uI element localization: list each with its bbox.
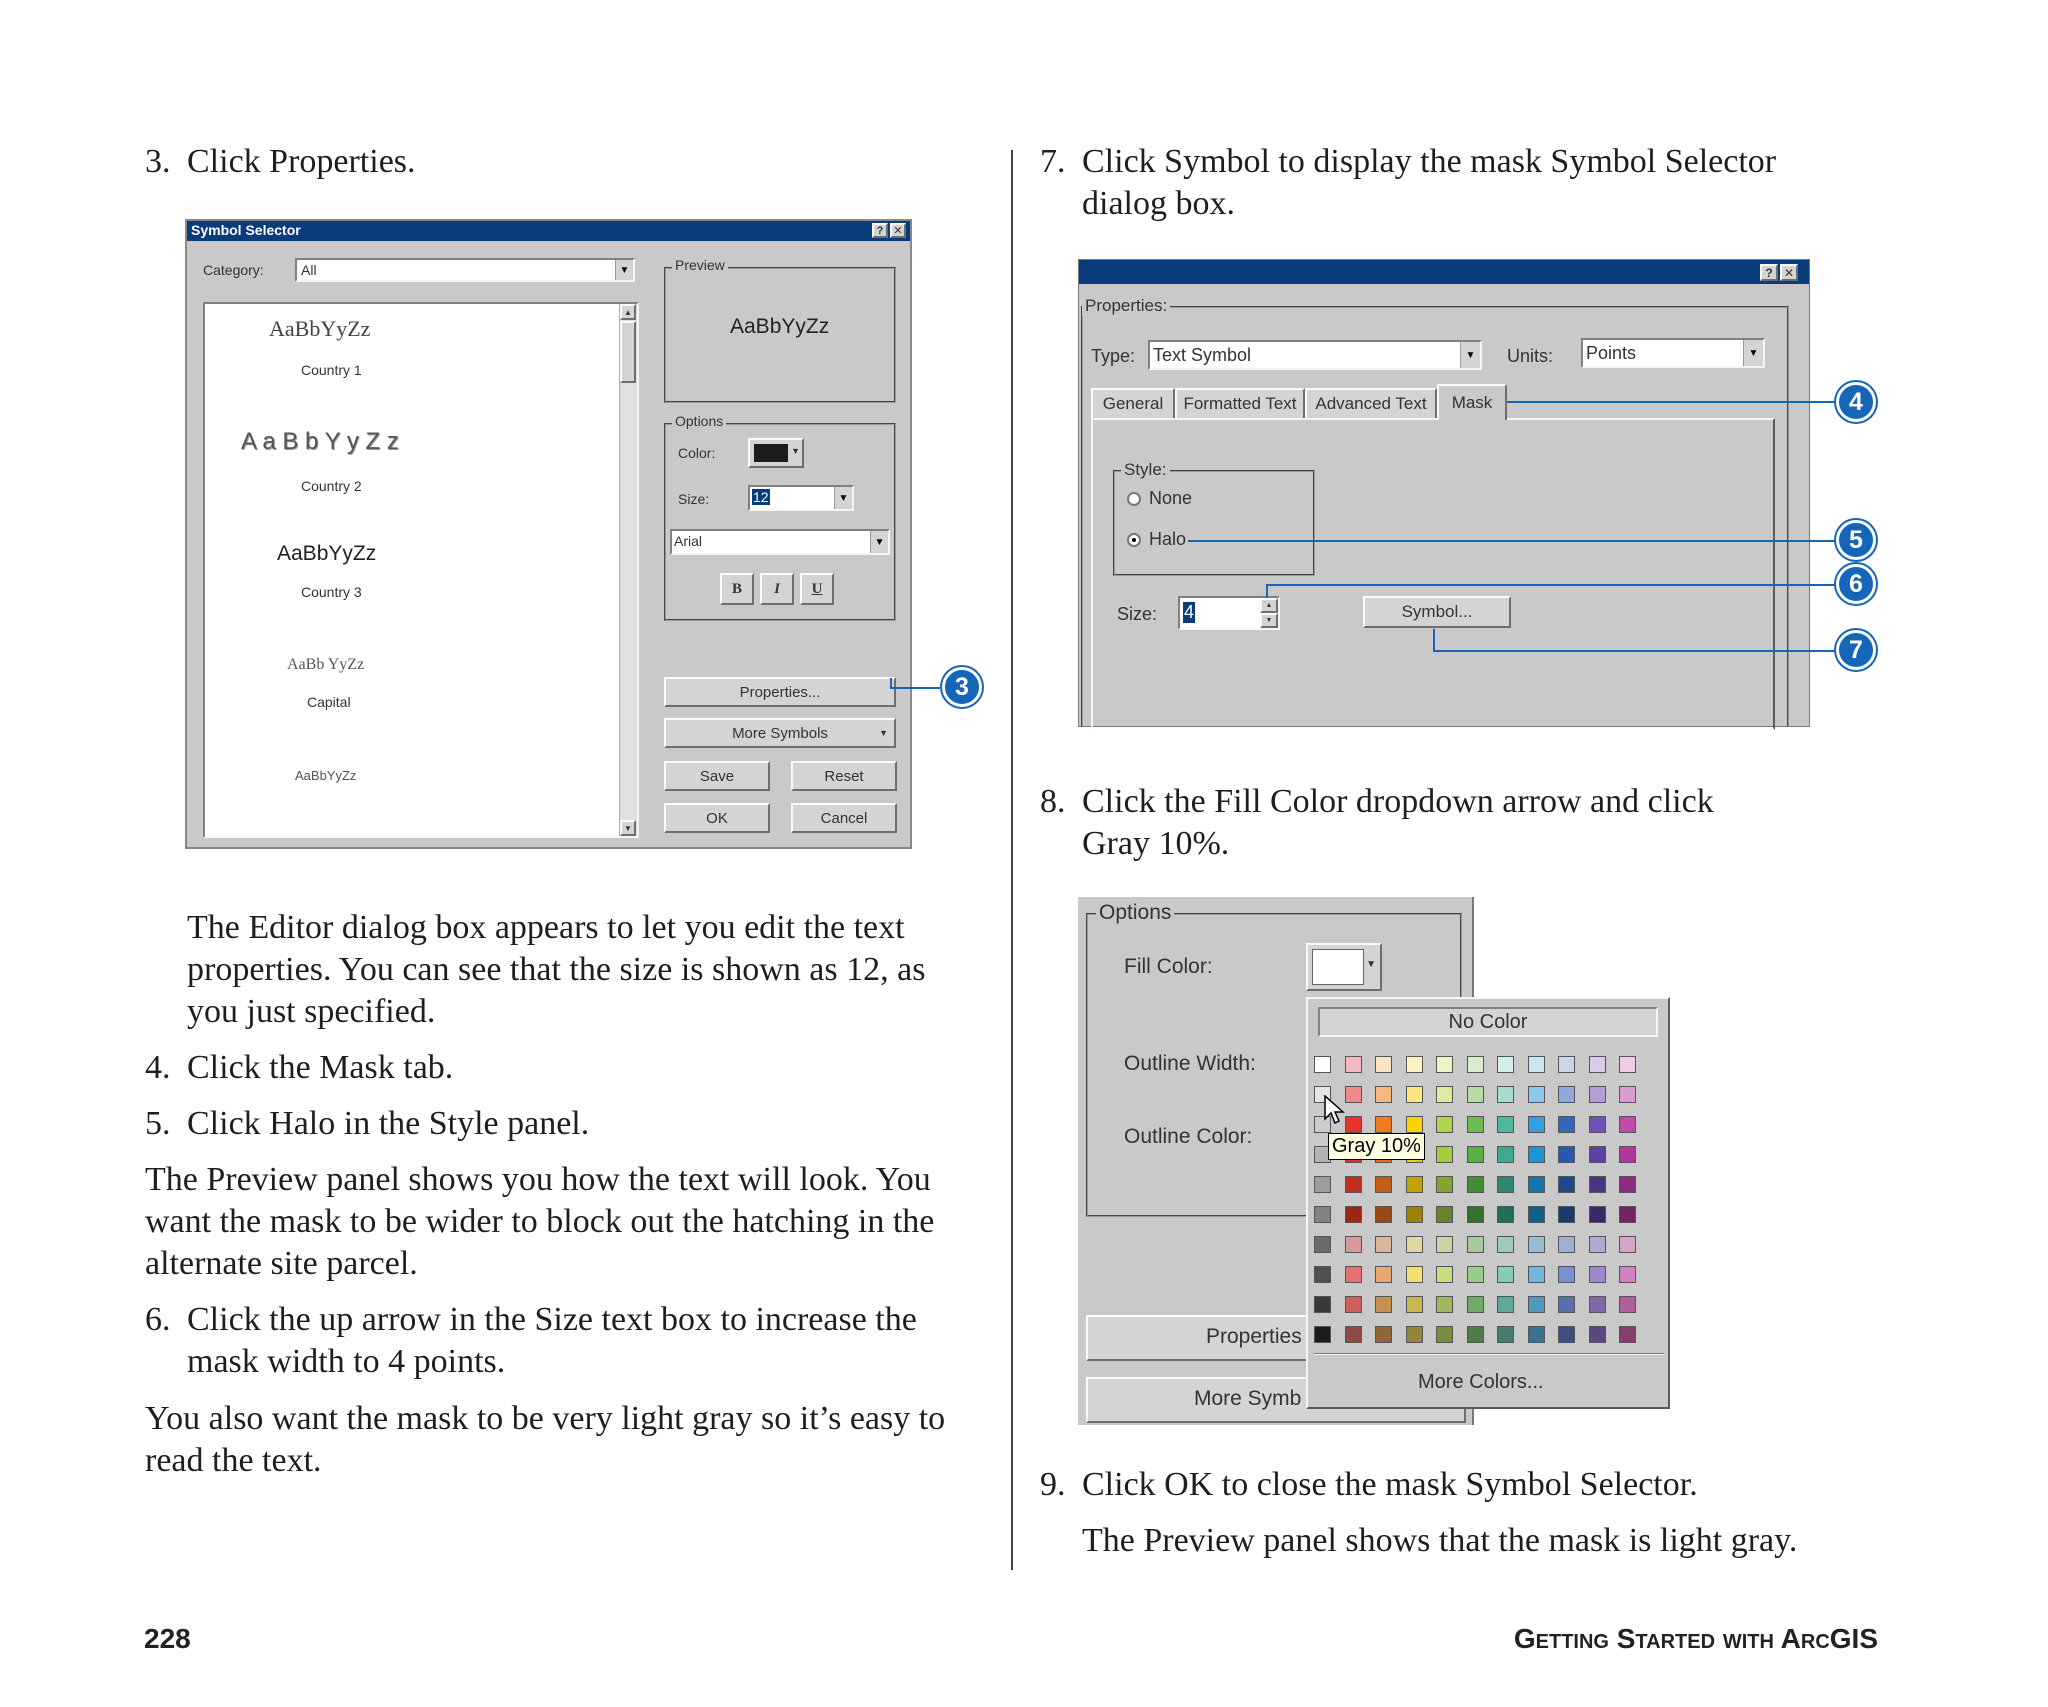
color-swatch[interactable]	[1467, 1236, 1484, 1253]
size-value: 12	[753, 489, 769, 505]
color-swatch[interactable]	[1467, 1266, 1484, 1283]
callout-drop-7	[1433, 629, 1435, 651]
color-swatch[interactable]	[1528, 1146, 1545, 1163]
callout-7: 7	[1836, 630, 1876, 670]
callout-leader-7	[1433, 650, 1836, 652]
list-item[interactable]	[205, 304, 605, 414]
color-swatch[interactable]	[1558, 1236, 1575, 1253]
list-item[interactable]	[205, 754, 605, 834]
title-bar	[1079, 260, 1809, 284]
list-item[interactable]	[205, 644, 605, 754]
color-swatch[interactable]	[1406, 1116, 1423, 1133]
tab-advanced-text[interactable]: Advanced Text	[1305, 388, 1437, 418]
dialog-title: Symbol Selector	[191, 222, 301, 238]
color-swatch[interactable]	[1375, 1236, 1392, 1253]
symbol-button[interactable]: Symbol...	[1363, 596, 1511, 628]
color-swatch[interactable]	[1375, 1296, 1392, 1313]
style-halo-label: Halo	[1149, 529, 1187, 549]
underline-button[interactable]: U	[800, 573, 834, 605]
symbol-sample: AaBbYyZz	[277, 542, 377, 565]
color-swatch[interactable]	[1406, 1176, 1423, 1193]
color-swatch[interactable]	[1436, 1206, 1453, 1223]
fill-color-label: Fill Color:	[1124, 955, 1213, 978]
color-swatch[interactable]	[1497, 1326, 1514, 1343]
paragraph-line: The Preview panel shows you how the text will look. You	[145, 1161, 931, 1198]
color-swatch[interactable]	[1375, 1056, 1392, 1073]
size-input[interactable]	[1178, 596, 1280, 630]
style-none-label: None	[1149, 488, 1193, 508]
color-swatch[interactable]	[1467, 1326, 1484, 1343]
type-label: Type:	[1091, 346, 1136, 366]
outline-color-label: Outline Color:	[1124, 1125, 1253, 1148]
color-swatch[interactable]	[1497, 1206, 1514, 1223]
type-value: Text Symbol	[1153, 345, 1252, 365]
color-swatch[interactable]	[1406, 1206, 1423, 1223]
color-swatch[interactable]	[1558, 1266, 1575, 1283]
color-swatch[interactable]	[1375, 1206, 1392, 1223]
step-text-line: Click Symbol to display the mask Symbol Selector	[1082, 143, 1777, 180]
color-swatch[interactable]	[1619, 1296, 1636, 1313]
preview-label: Preview	[672, 257, 728, 273]
mouse-pointer-icon	[1324, 1095, 1346, 1125]
help-button[interactable]: ?	[872, 223, 888, 238]
color-swatch[interactable]	[1619, 1056, 1636, 1073]
size-label: Size:	[1117, 604, 1158, 624]
color-swatch[interactable]	[1558, 1326, 1575, 1343]
color-swatch[interactable]	[1345, 1266, 1362, 1283]
editor-dialog	[1078, 259, 1810, 727]
color-swatch[interactable]	[1497, 1266, 1514, 1283]
color-swatch[interactable]	[1314, 1176, 1331, 1193]
chevron-down-icon[interactable]: ▼	[791, 446, 800, 456]
callout-tick-6	[1266, 584, 1268, 598]
color-swatch[interactable]	[1589, 1296, 1606, 1313]
symbol-sample: AaBbYyZz	[269, 316, 371, 341]
symbol-sample: AaBbYyZz	[295, 768, 357, 783]
paragraph-line: you just specified.	[187, 993, 436, 1030]
color-swatch[interactable]	[1436, 1236, 1453, 1253]
book-title: Getting Started with ArcGIS	[1513, 1623, 1878, 1654]
callout-6: 6	[1836, 564, 1876, 604]
step-text: Click the Mask tab.	[187, 1049, 454, 1086]
help-button[interactable]: ?	[1760, 264, 1778, 281]
scroll-up-icon[interactable]: ▲	[620, 304, 636, 320]
symbol-sample: AaBb YyZz	[287, 656, 365, 673]
fill-color-picker[interactable]	[1306, 943, 1382, 991]
color-swatch[interactable]	[1497, 1176, 1514, 1193]
color-swatch[interactable]	[1619, 1116, 1636, 1133]
title-bar	[187, 221, 910, 241]
color-swatch[interactable]	[1619, 1086, 1636, 1103]
color-swatch[interactable]	[1375, 1176, 1392, 1193]
chevron-down-icon[interactable]: ▼	[615, 260, 633, 280]
step-number: 6.	[145, 1301, 171, 1338]
size-spinner[interactable]	[1260, 598, 1278, 628]
tab-mask[interactable]: Mask	[1437, 384, 1507, 420]
more-colors-button[interactable]: More Colors...	[1418, 1371, 1544, 1393]
step-number: 4.	[145, 1049, 171, 1086]
scrollbar[interactable]	[619, 304, 637, 836]
step-text-line: Click the up arrow in the Size text box to increase the	[187, 1301, 917, 1338]
options-label: Options	[1096, 901, 1174, 925]
color-swatch[interactable]	[1467, 1116, 1484, 1133]
color-swatch[interactable]	[1528, 1116, 1545, 1133]
step-3	[145, 141, 945, 183]
preview-panel	[664, 257, 896, 403]
color-swatch[interactable]	[1528, 1086, 1545, 1103]
color-swatch[interactable]	[1375, 1086, 1392, 1103]
color-swatch	[754, 444, 788, 462]
radio-halo-icon[interactable]	[1127, 533, 1141, 547]
step-number: 7.	[1040, 143, 1066, 180]
color-swatch[interactable]	[1558, 1176, 1575, 1193]
color-swatch[interactable]	[1345, 1086, 1362, 1103]
callout-4: 4	[1836, 382, 1876, 422]
step-5	[145, 1103, 945, 1145]
spin-up-icon[interactable]: ▲	[1260, 598, 1278, 613]
color-swatch[interactable]	[1558, 1296, 1575, 1313]
color-swatch[interactable]	[1436, 1086, 1453, 1103]
paragraph-line: alternate site parcel.	[145, 1245, 418, 1282]
scroll-down-icon[interactable]: ▼	[620, 820, 636, 836]
color-swatch[interactable]	[1589, 1236, 1606, 1253]
color-swatch[interactable]	[1406, 1086, 1423, 1103]
color-swatch[interactable]	[1467, 1146, 1484, 1163]
step-number: 9.	[1040, 1466, 1066, 1503]
italic-button[interactable]: I	[760, 573, 794, 605]
symbol-list[interactable]	[203, 302, 639, 838]
color-swatch[interactable]	[1314, 1296, 1331, 1313]
step-text-line: Gray 10%.	[1082, 825, 1230, 862]
symbol-name: Country 2	[301, 478, 362, 494]
color-swatch[interactable]	[1314, 1236, 1331, 1253]
chevron-down-icon: ▼	[879, 728, 888, 738]
color-swatch[interactable]	[1619, 1206, 1636, 1223]
color-swatch[interactable]	[1497, 1146, 1514, 1163]
color-swatch[interactable]	[1406, 1296, 1423, 1313]
color-swatch[interactable]	[1345, 1176, 1362, 1193]
color-swatch[interactable]	[1314, 1056, 1331, 1073]
step-number: 3.	[145, 143, 171, 180]
category-value: All	[301, 262, 317, 278]
color-swatch[interactable]	[1497, 1116, 1514, 1133]
ok-button[interactable]: OK	[664, 803, 770, 833]
step-text: Click Properties.	[187, 143, 416, 180]
step-text: Click Halo in the Style panel.	[187, 1105, 590, 1142]
paragraph-line: You also want the mask to be very light gray so it’s easy to	[145, 1400, 946, 1437]
color-swatch[interactable]	[1406, 1056, 1423, 1073]
close-button[interactable]: ✕	[890, 223, 906, 238]
color-swatch[interactable]	[1467, 1056, 1484, 1073]
color-swatch[interactable]	[1314, 1326, 1331, 1343]
color-swatch[interactable]	[1589, 1056, 1606, 1073]
color-swatch[interactable]	[1528, 1236, 1545, 1253]
paragraph-line: The Editor dialog box appears to let you edit the text	[187, 909, 905, 946]
color-swatch[interactable]	[1589, 1176, 1606, 1193]
scroll-thumb[interactable]	[620, 321, 636, 383]
step-number: 8.	[1040, 783, 1066, 820]
color-swatch[interactable]	[1589, 1146, 1606, 1163]
color-swatch[interactable]	[1589, 1116, 1606, 1133]
close-button[interactable]: ✕	[1780, 264, 1798, 281]
step-text-line: mask width to 4 points.	[187, 1343, 506, 1380]
paragraph-3	[145, 1398, 975, 1482]
cancel-button[interactable]: Cancel	[791, 803, 897, 833]
color-swatch[interactable]	[1345, 1326, 1362, 1343]
color-swatch[interactable]	[1497, 1086, 1514, 1103]
color-swatch[interactable]	[1345, 1236, 1362, 1253]
outline-width-label: Outline Width:	[1124, 1052, 1256, 1075]
color-label: Color:	[678, 445, 716, 461]
color-swatch[interactable]	[1528, 1206, 1545, 1223]
color-swatch[interactable]	[1619, 1266, 1636, 1283]
units-dropdown[interactable]	[1581, 338, 1765, 368]
symbol-name: Country 1	[301, 362, 362, 378]
color-palette-popup	[1306, 997, 1670, 1409]
color-swatch[interactable]	[1528, 1266, 1545, 1283]
tab-general[interactable]: General	[1091, 388, 1175, 418]
color-swatch[interactable]	[1558, 1146, 1575, 1163]
color-swatch[interactable]	[1467, 1296, 1484, 1313]
color-swatch[interactable]	[1619, 1326, 1636, 1343]
color-picker[interactable]	[748, 438, 804, 468]
tab-formatted-text[interactable]: Formatted Text	[1175, 388, 1305, 418]
size-label: Size:	[678, 491, 710, 507]
fill-color-swatch	[1312, 949, 1364, 985]
color-swatch[interactable]	[1497, 1056, 1514, 1073]
color-swatch[interactable]	[1589, 1086, 1606, 1103]
symbol-name: Capital	[307, 694, 351, 710]
color-swatch[interactable]	[1375, 1116, 1392, 1133]
font-value: Arial	[674, 533, 703, 549]
category-dropdown[interactable]	[295, 258, 635, 282]
color-swatch[interactable]	[1528, 1176, 1545, 1193]
paragraph-1	[187, 907, 967, 1033]
more-symbols-button[interactable]	[664, 718, 896, 748]
color-swatch[interactable]	[1314, 1206, 1331, 1223]
color-swatch[interactable]	[1406, 1236, 1423, 1253]
chevron-down-icon[interactable]: ▼	[1366, 959, 1376, 970]
callout-leader-3	[890, 687, 940, 689]
color-swatch[interactable]	[1528, 1056, 1545, 1073]
callout-5: 5	[1836, 520, 1876, 560]
step-number: 5.	[145, 1105, 171, 1142]
paragraph-line: properties. You can see that the size is shown as 12, as	[187, 951, 926, 988]
color-grid	[1308, 999, 1668, 1359]
paragraph-2	[145, 1159, 975, 1285]
bold-button[interactable]: B	[720, 573, 754, 605]
radio-none-icon[interactable]	[1127, 492, 1141, 506]
color-swatch[interactable]	[1589, 1206, 1606, 1223]
preview-text: AaBbYyZz	[730, 315, 830, 338]
properties-button[interactable]: Properties...	[664, 677, 896, 707]
step-text: Click OK to close the mask Symbol Selector.	[1082, 1466, 1698, 1503]
color-swatch[interactable]	[1619, 1236, 1636, 1253]
chevron-down-icon[interactable]: ▼	[1743, 340, 1763, 366]
color-swatch[interactable]	[1589, 1326, 1606, 1343]
units-value: Points	[1586, 343, 1637, 363]
size-dropdown[interactable]	[748, 485, 854, 511]
step-text-line: dialog box.	[1082, 185, 1235, 222]
font-dropdown[interactable]	[670, 529, 890, 555]
color-swatch[interactable]	[1589, 1266, 1606, 1283]
save-button[interactable]: Save	[664, 761, 770, 791]
color-swatch[interactable]	[1375, 1326, 1392, 1343]
color-swatch[interactable]	[1345, 1056, 1362, 1073]
symbol-selector-dialog	[185, 219, 912, 849]
callout-leader-4	[1505, 401, 1835, 403]
step-7	[1040, 141, 1940, 225]
paragraph-line: read the text.	[145, 1442, 322, 1479]
step-6	[145, 1299, 975, 1383]
paragraph-line: want the mask to be wider to block out the hatching in the	[145, 1203, 935, 1240]
color-swatch[interactable]	[1375, 1266, 1392, 1283]
color-swatch[interactable]	[1528, 1326, 1545, 1343]
color-swatch[interactable]	[1619, 1146, 1636, 1163]
color-swatch[interactable]	[1436, 1056, 1453, 1073]
color-swatch[interactable]	[1619, 1176, 1636, 1193]
more-symbols-label: More Symb	[1194, 1387, 1302, 1410]
color-swatch[interactable]	[1436, 1146, 1453, 1163]
more-symbols-label: More Symbols	[732, 724, 828, 742]
color-swatch[interactable]	[1406, 1326, 1423, 1343]
step-text-line: Click the Fill Color dropdown arrow and click	[1082, 783, 1714, 820]
paragraph-4: The Preview panel shows that the mask is light gray.	[1082, 1522, 1798, 1559]
color-swatch[interactable]	[1345, 1206, 1362, 1223]
spin-down-icon[interactable]: ▼	[1260, 613, 1278, 628]
symbol-sample: A a B b Y y Z z	[241, 428, 399, 455]
color-swatch[interactable]	[1528, 1296, 1545, 1313]
reset-button[interactable]: Reset	[791, 761, 897, 791]
page-number: 228	[144, 1623, 191, 1654]
properties-label: Properties	[1206, 1325, 1302, 1348]
symbol-name: Country 3	[301, 584, 362, 600]
callout-leader-6	[1267, 584, 1836, 586]
color-swatch[interactable]	[1497, 1236, 1514, 1253]
options-label: Options	[672, 413, 726, 429]
color-swatch[interactable]	[1467, 1176, 1484, 1193]
style-label: Style:	[1121, 460, 1170, 480]
options-panel	[664, 413, 896, 621]
list-item[interactable]	[205, 414, 605, 534]
color-swatch[interactable]	[1345, 1296, 1362, 1313]
color-swatch[interactable]	[1314, 1266, 1331, 1283]
list-item[interactable]	[205, 534, 605, 644]
step-9	[1040, 1464, 1940, 1506]
chevron-down-icon[interactable]: ▼	[870, 531, 888, 553]
color-swatch[interactable]	[1558, 1206, 1575, 1223]
properties-label: Properties:	[1082, 296, 1170, 316]
color-swatch[interactable]	[1467, 1086, 1484, 1103]
color-swatch[interactable]	[1558, 1116, 1575, 1133]
color-swatch[interactable]	[1436, 1326, 1453, 1343]
step-4	[145, 1047, 945, 1089]
color-swatch[interactable]	[1467, 1206, 1484, 1223]
callout-3: 3	[942, 667, 982, 707]
color-swatch[interactable]	[1436, 1266, 1453, 1283]
step-8	[1040, 781, 1940, 865]
column-divider	[1011, 150, 1013, 1570]
type-dropdown[interactable]	[1148, 340, 1482, 370]
callout-tick-3	[890, 678, 892, 688]
style-panel	[1113, 460, 1315, 576]
category-label: Category:	[203, 262, 264, 278]
color-swatch[interactable]	[1436, 1296, 1453, 1313]
color-swatch[interactable]	[1497, 1296, 1514, 1313]
size-value: 4	[1184, 602, 1195, 622]
color-swatch[interactable]	[1558, 1056, 1575, 1073]
color-swatch[interactable]	[1345, 1116, 1362, 1133]
chevron-down-icon[interactable]: ▼	[1460, 342, 1480, 368]
color-swatch[interactable]	[1436, 1176, 1453, 1193]
gray-10-tooltip: Gray 10%	[1328, 1133, 1425, 1160]
units-label: Units:	[1507, 346, 1554, 366]
color-swatch[interactable]	[1436, 1116, 1453, 1133]
color-swatch[interactable]	[1406, 1266, 1423, 1283]
color-swatch[interactable]	[1558, 1086, 1575, 1103]
chevron-down-icon[interactable]: ▼	[834, 487, 852, 509]
palette-separator	[1314, 1353, 1664, 1355]
no-color-button[interactable]: No Color	[1318, 1007, 1658, 1037]
callout-leader-5	[1188, 540, 1836, 542]
